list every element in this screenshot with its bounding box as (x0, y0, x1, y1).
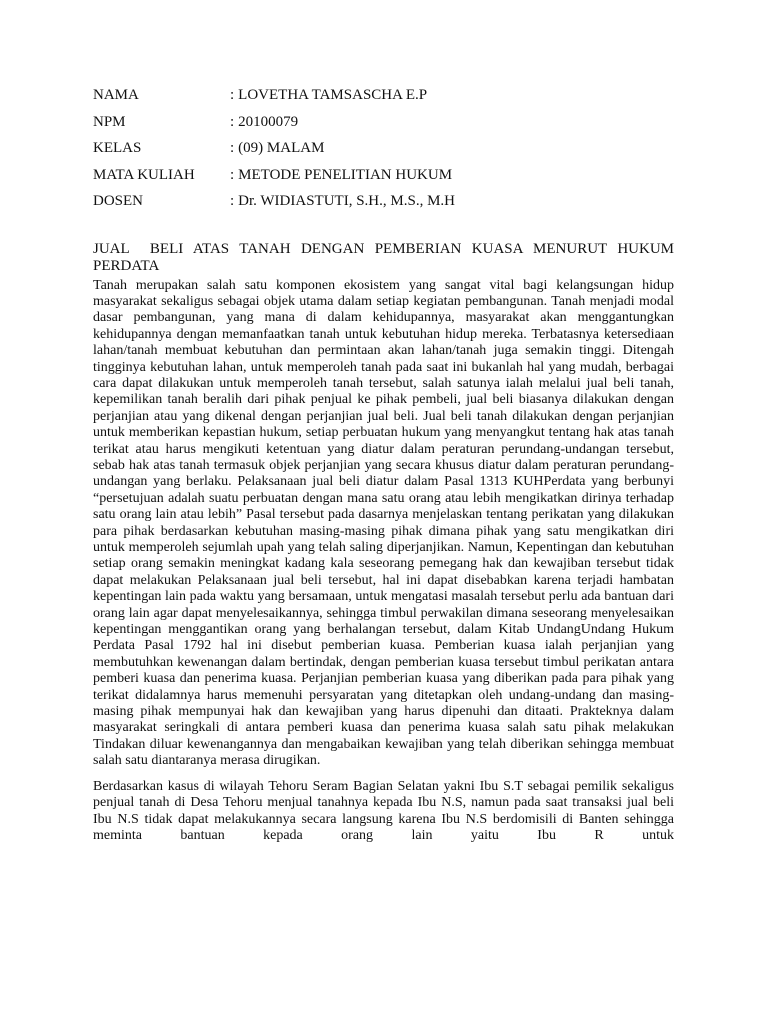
info-row-mata-kuliah (93, 167, 674, 194)
info-value: LOVETHA TAMSASCHA E.P (238, 87, 428, 103)
info-row-dosen (93, 193, 674, 220)
info-row-kelas (93, 140, 674, 167)
info-label: NPM (93, 113, 126, 130)
info-label: DOSEN (93, 193, 144, 209)
info-row-npm (93, 114, 674, 141)
info-separator: : (230, 166, 235, 183)
body-paragraph: Tanah merupakan salah satu komponen ekosistem yang sangat vital bagi kelangsungan hidup masyarakat sekaligus sebagai objek utama dalam setiap kegiatan pembangunan. Tanah menjadi modal dasar pembangunan, yang mana di dalam kehidupannya, masyarakat akan menggantungkan kehidupannya dengan memanfaatkan tanah untuk kebutuhan hidup mereka. Terbatasnya ketersediaan lahan/tanah membuat kebutuhan dan permintaan akan lahan/tanah juga semakin tinggi. Ditengah tingginya kebutuhan lahan, untuk memperoleh tanah pada saat ini bukanlah hal yang mudah, berbagai cara dapat dilakukan untuk memperoleh tanah tersebut, salah satunya ialah melalui jual beli tanah, kepemilikan tanah beralih dari pihak penjual ke pihak pembeli, jual beli biasanya dilakukan dengan perjanjian atau yang dikenal dengan perjanjian jual beli. Jual beli tanah dilakukan dengan perjanjian untuk memberikan kepastian hukum, setiap perbuatan hukum yang menyangkut tentang hak atas tanah terikat atau harus mengikuti ketentuan yang diatur dalam peraturan perundang-undangan tersebut, sebab hak atas tanah termasuk objek perjanjian yang secara khusus diatur dalam peraturan perundang-undangan yang berlaku. Pelaksanaan jual beli diatur dalam Pasal 1313 KUHPerdata yang berbunyi “persetujuan adalah suatu perbuatan dengan mana satu orang atau lebih mengikatkan dirinya terhadap satu orang lain atau lebih” Pasal tersebut pada dasarnya menjelaskan tentang perikatan yang dilakukan para pihak berdasarkan kebutuhan masing-masing pihak dimana pihak yang satu mengikatkan diri untuk memperoleh sejumlah upah yang telah saling diperjanjikan. Namun, Kepentingan dan kebutuhan setiap orang semakin meningkat kadang kala seseorang pemegang hak dan kewajiban tersebut tidak dapat melakukan Pelaksanaan jual beli tersebut, hal ini dapat disebabkan karena terjadi hambatan kepentingan lain pada waktu yang bersamaan, untuk mengatasi masalah tersebut perlu ada bantuan dari orang lain agar dapat menyelesaikannya, sehingga timbul perwakilan dimana seseorang menyelesaikan kepentingan menggantikan orang yang berhalangan tersebut, dalam Kitab UndangUndang Hukum Perdata Pasal 1792 hal ini disebut pemberian kuasa. Pemberian kuasa ialah perjanjian yang membutuhkan kewenangan dalam bertindak, dengan pemberian kuasa tersebut timbul perikatan antara pemberi kuasa dan penerima kuasa. Perjanjian pemberian kuasa yang diberikan pada para pihak yang terikat didalamnya harus memenuhi persyaratan yang ditetapkan oleh undang-undang dan masing-masing pihak mempunyai hak dan kewajiban yang harus dipenuhi dan ditaati. Prakteknya dalam masyarakat seringkali di antara pemberi kuasa dan penerima kuasa salah satu pihak melakukan Tindakan diluar kewenangannya dan mengabaikan kewajiban yang telah diberikan sehingga membuat salah satu diantaranya merasa dirugikan. (93, 277, 674, 769)
info-value: (09) MALAM (238, 140, 325, 156)
info-separator: : (230, 113, 235, 130)
info-value: 20100079 (238, 113, 299, 130)
info-separator: : (230, 140, 235, 156)
document-title: JUAL BELI ATAS TANAH DENGAN PEMBERIAN KUASA MENURUT HUKUM PERDATA (93, 240, 680, 274)
body-paragraph: Berdasarkan kasus di wilayah Tehoru Seram Bagian Selatan yakni Ibu S.T sebagai pemilik sekaligus penjual tanah di Desa Tehoru menjual tanahnya kepada Ibu N.S, namun pada saat transaksi jual beli Ibu N.S tidak dapat melakukannya secara langsung karena Ibu N.S berdomisili di Banten sehingga meminta bantuan kepada orang lain yaitu Ibu R untuk (93, 778, 674, 843)
info-value: Dr. WIDIASTUTI, S.H., M.S., M.H (238, 193, 455, 209)
info-label: KELAS (93, 140, 142, 156)
info-separator: : (230, 193, 235, 209)
student-info (93, 87, 674, 220)
document-page (93, 87, 680, 844)
info-label: NAMA (93, 87, 139, 103)
info-value: METODE PENELITIAN HUKUM (238, 166, 453, 183)
info-separator: : (230, 87, 235, 103)
info-label: MATA KULIAH (93, 166, 195, 183)
info-row-nama (93, 87, 674, 114)
